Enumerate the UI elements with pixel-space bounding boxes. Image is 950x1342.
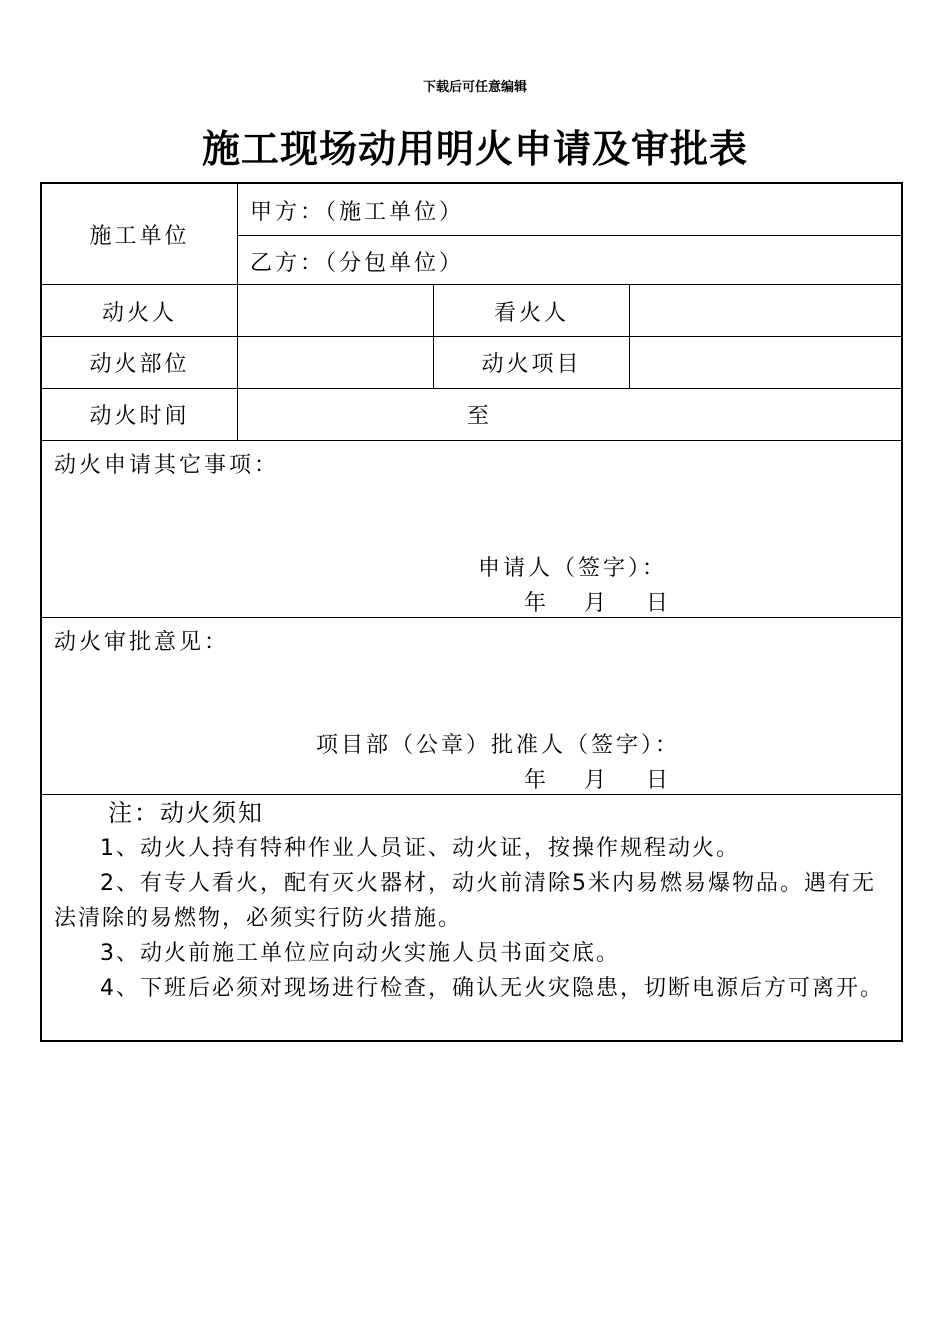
watcher-field[interactable] — [630, 296, 901, 326]
fire-location-label: 动火部位 — [89, 352, 190, 377]
fire-person-label: 动火人 — [101, 301, 177, 326]
row-divider — [42, 336, 901, 337]
row-divider — [42, 617, 901, 618]
notes-item: 3、动火前施工单位应向动火实施人员书面交底。 — [100, 941, 620, 966]
row-divider — [42, 440, 901, 441]
party-a-field[interactable]: 甲方：（施工单位） — [250, 200, 465, 225]
unit-label: 施工单位 — [89, 224, 190, 249]
party-b-field[interactable]: 乙方：（分包单位） — [250, 251, 465, 276]
notes-item: 2、有专人看火，配有灭火器材，动火前清除5米内易燃易爆物品。遇有无法清除的易燃物，必须实行防火措施。 — [54, 871, 876, 931]
approval-date-day: 日 — [646, 768, 672, 793]
row-divider — [42, 284, 901, 285]
fire-location-field[interactable] — [238, 347, 433, 377]
notes-title: 注：动火须知 — [108, 799, 264, 827]
notes-item: 1、动火人持有特种作业人员证、动火证，按操作规程动火。 — [100, 836, 740, 861]
page-title: 施工现场动用明火申请及审批表 — [201, 127, 748, 171]
fire-time-label: 动火时间 — [89, 404, 190, 429]
row-divider — [237, 235, 901, 236]
notes-item: 4、下班后必须对现场进行检查，确认无火灾隐患，切断电源后方可离开。 — [100, 976, 884, 1001]
application-date-month: 月 — [584, 591, 610, 616]
approver-signature[interactable]: 项目部（公章）批准人（签字）： — [316, 733, 681, 758]
watcher-label: 看火人 — [493, 301, 569, 326]
applicant-signature[interactable]: 申请人（签字）： — [478, 556, 668, 581]
fire-project-field[interactable] — [630, 347, 901, 377]
approval-date-month: 月 — [584, 768, 610, 793]
row-divider — [42, 794, 901, 795]
application-label: 动火申请其它事项： — [54, 453, 280, 478]
fire-person-field[interactable] — [238, 296, 433, 326]
approval-label: 动火审批意见： — [54, 630, 230, 655]
approval-form-table — [40, 182, 903, 1042]
fire-project-label: 动火项目 — [481, 352, 582, 377]
fire-time-to: 至 — [467, 404, 493, 429]
application-date-year: 年 — [524, 591, 550, 616]
row-divider — [42, 388, 901, 389]
header-note: 下载后可任意编辑 — [422, 80, 527, 95]
notes-section — [54, 796, 896, 1006]
approval-date-year: 年 — [524, 768, 550, 793]
application-date-day: 日 — [646, 591, 672, 616]
